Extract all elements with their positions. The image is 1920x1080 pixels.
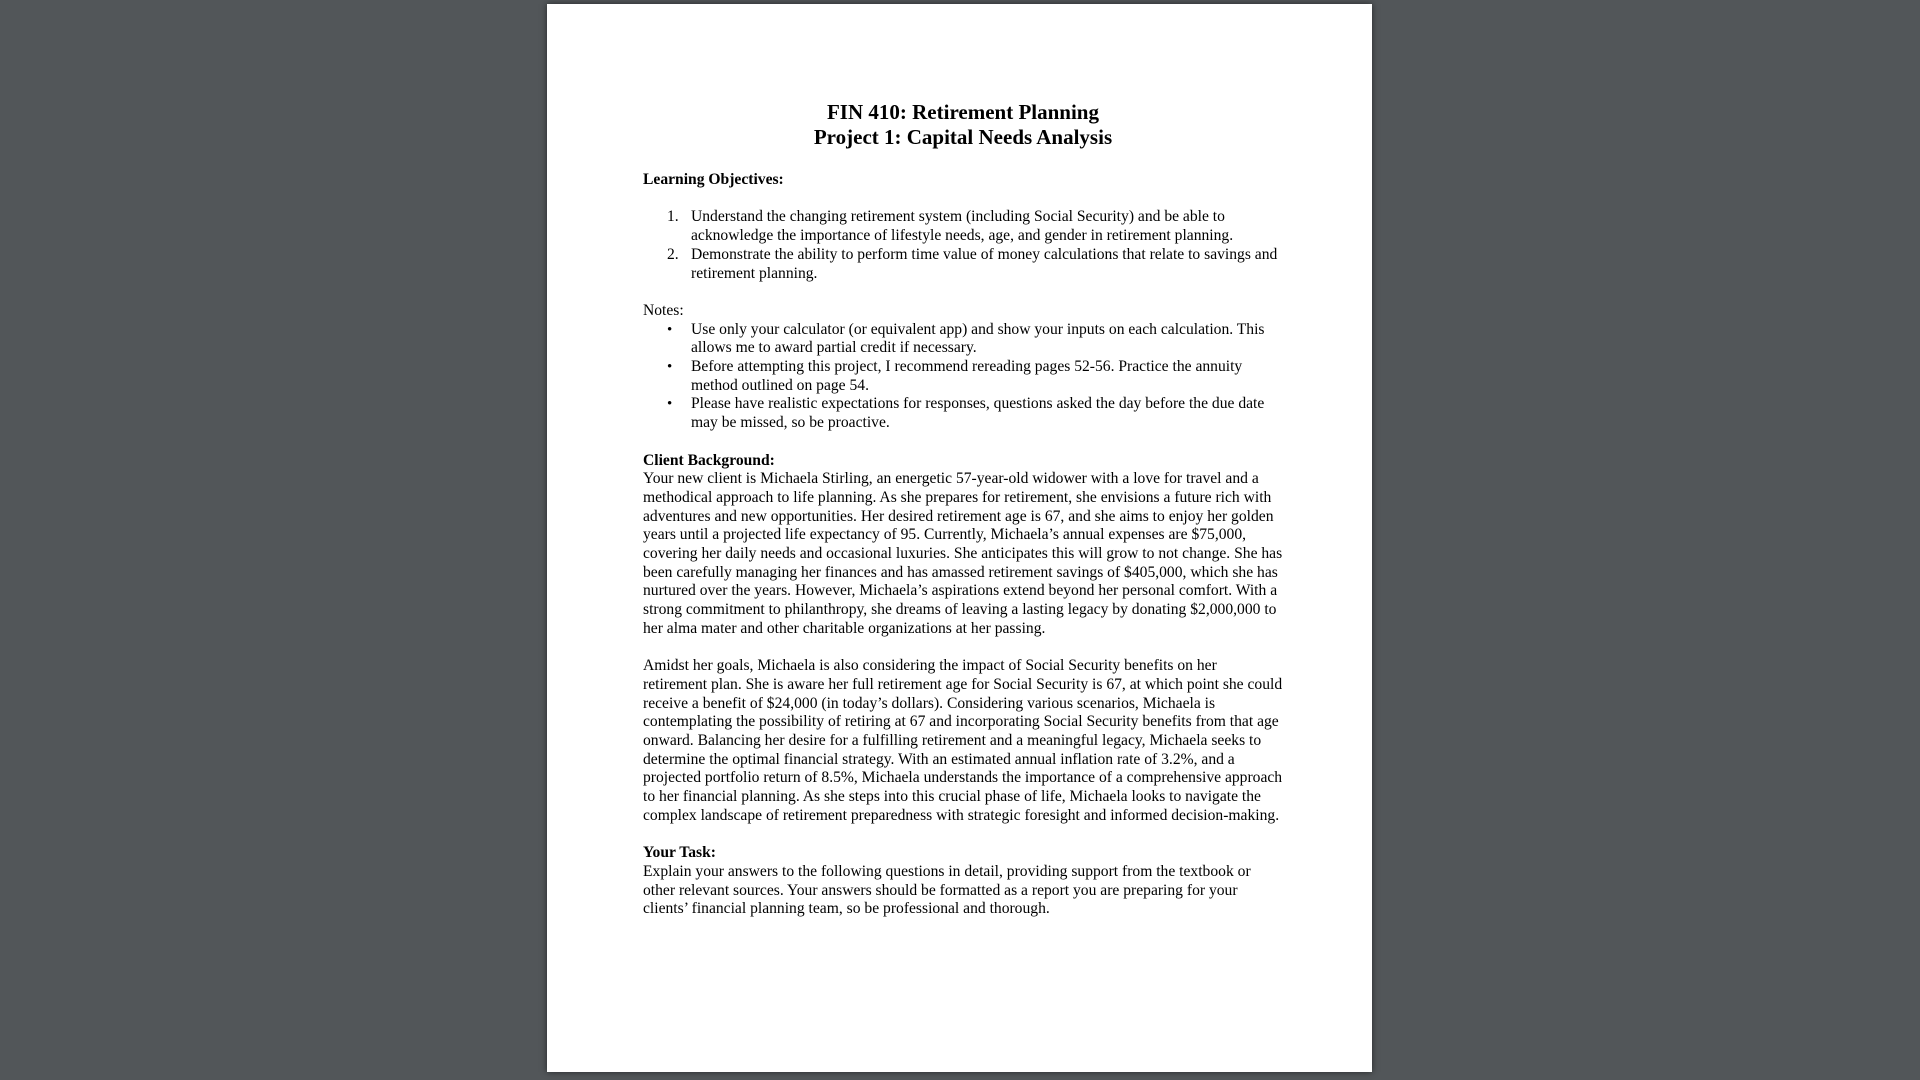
client-background-paragraph-2: Amidst her goals, Michaela is also considering the impact of Social Security benefits on her retirement plan. She is aware her full retirement age for Social Security is 67, at which point she could receive a benefit of $24,000 (in today’s dollars). Considering various scenarios, Michaela is contemplating the possibility of retiring at 67 and incorporating Social Security benefits from that age onward. Balancing her desire for a fulfilling retirement and a meaningful legacy, Michaela seeks to determine the optimal financial strategy. With an estimated annual inflation rate of 3.2%, and a projected portfolio return of 8.5%, Michaela understands the importance of a comprehensive approach to her financial planning. As she steps into this crucial phase of life, Michaela looks to navigate the complex landscape of retirement preparedness with strategic foresight and informed decision-making. [643, 657, 1283, 824]
list-item [667, 208, 1283, 245]
notes-list [643, 321, 1283, 433]
list-item-number: 1. [667, 208, 679, 226]
client-background-heading: Client Background: [643, 451, 775, 469]
client-background-paragraph-1: Your new client is Michaela Stirling, an energetic 57-year-old widower with a love for travel and a methodical approach to life planning. As she prepares for retirement, she envisions a future rich with adventures and new opportunities. Her desired retirement age is 67, and she aims to enjoy her golden years until a projected life expectancy of 95. Currently, Michaela’s annual expenses are $75,000, covering her daily needs and occasional luxuries. She anticipates this will grow to not change. She has been carefully managing her finances and has amassed retirement savings of $405,000, which she has nurtured over the years. However, Michaela’s aspirations extend beyond her personal comfort. With a strong commitment to philanthropy, she dreams of leaving a lasting legacy by donating $2,000,000 to her alma mater and other charitable organizations at her passing. [643, 470, 1283, 637]
list-item-text: Use only your calculator (or equivalent app) and show your inputs on each calculation. This allows me to award partial credit if necessary. [691, 320, 1265, 357]
list-item [667, 395, 1283, 432]
document-page [547, 4, 1372, 1072]
document-title-course: FIN 410: Retirement Planning [826, 100, 1099, 124]
list-item [667, 358, 1283, 395]
page-content [643, 100, 1283, 919]
bullet-icon: • [667, 321, 673, 338]
bullet-icon: • [667, 359, 673, 375]
your-task-heading: Your Task: [643, 844, 716, 862]
learning-objectives-list [643, 208, 1283, 283]
list-item-number: 2. [667, 245, 679, 263]
list-item-text: Demonstrate the ability to perform time value of money calculations that relate to savings and retirement planning. [691, 245, 1278, 282]
your-task-paragraph: Explain your answers to the following questions in detail, providing support from the textbook or other relevant sources. Your answers should be formatted as a report you are preparing for your clients’ financial planning team, so be professional and thorough. [643, 862, 1251, 918]
notes-heading: Notes: [643, 301, 684, 319]
list-item-text: Please have realistic expectations for responses, questions asked the day before the due date may be missed, so be proactive. [691, 395, 1265, 432]
list-item [667, 245, 1283, 283]
bullet-icon: • [667, 396, 673, 413]
document-title-project: Project 1: Capital Needs Analysis [813, 124, 1113, 149]
list-item-text: Understand the changing retirement system (including Social Security) and be able to acknowledge the importance of lifestyle needs, age, and gender in retirement planning. [691, 208, 1234, 245]
list-item [667, 320, 1283, 358]
learning-objectives-heading: Learning Objectives: [643, 171, 784, 188]
list-item-text: Before attempting this project, I recommend rereading pages 52-56. Practice the annuity method outlined on page 54. [691, 358, 1243, 394]
